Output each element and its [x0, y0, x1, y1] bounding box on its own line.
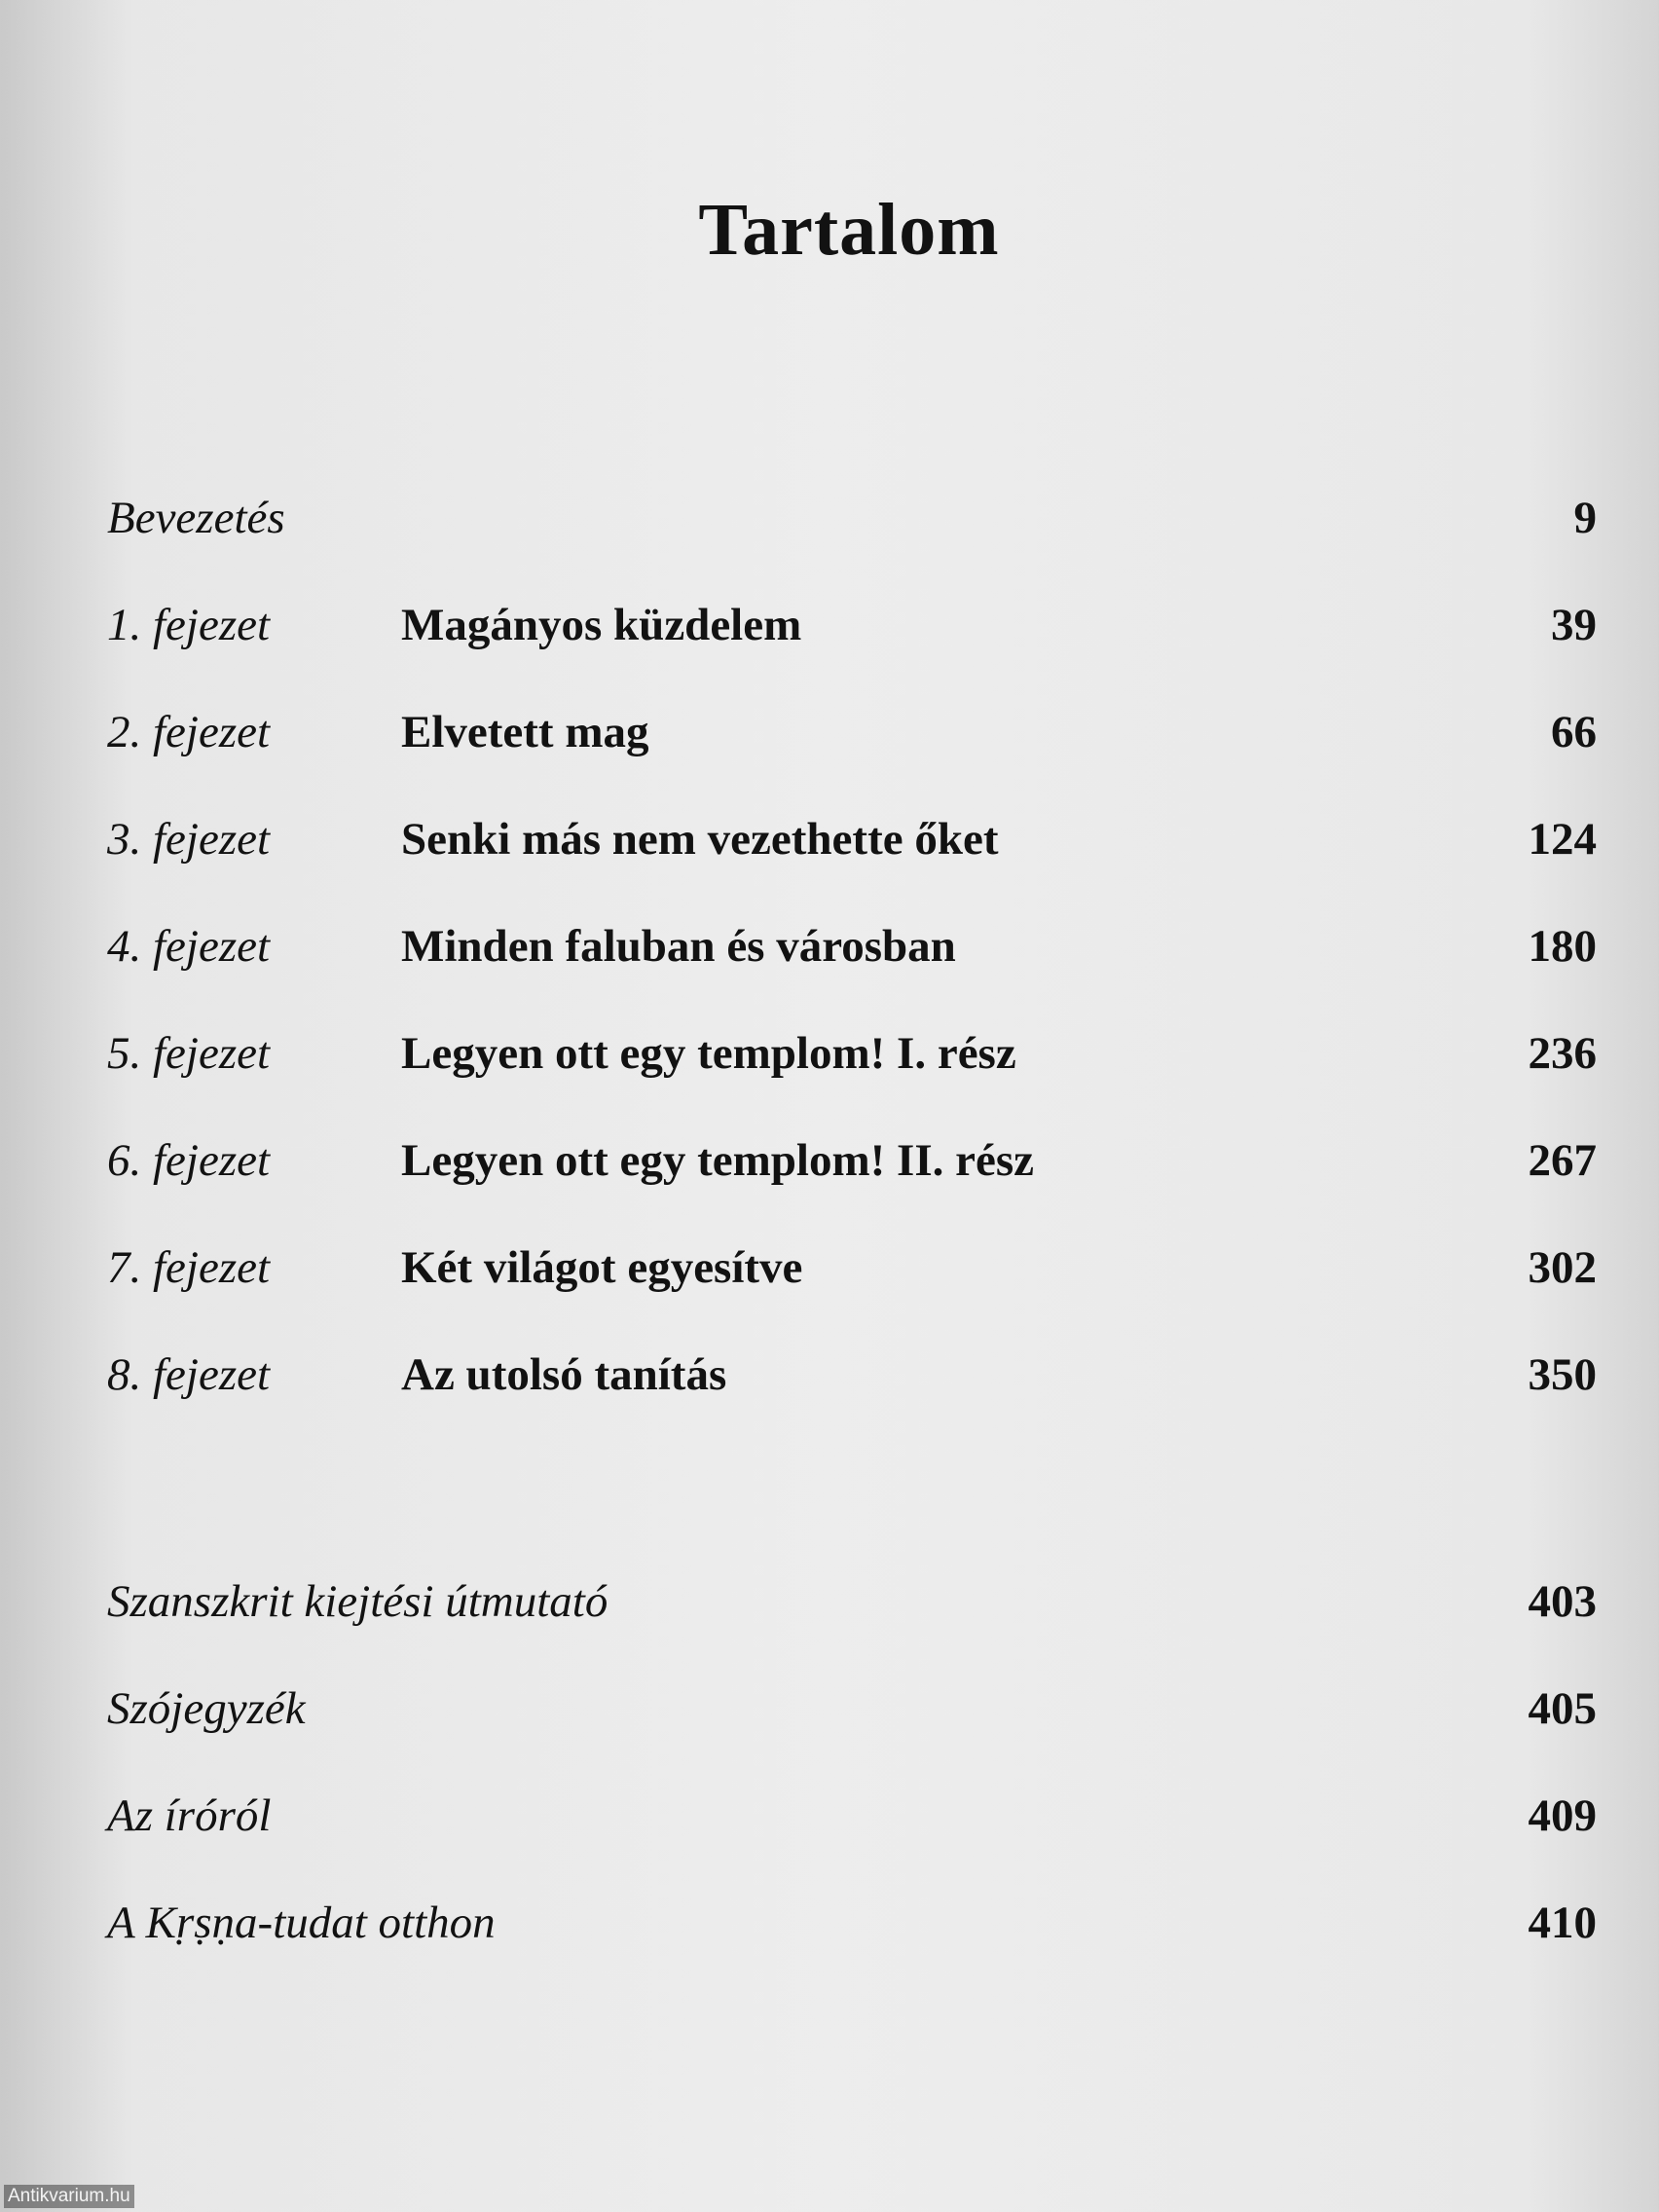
- toc-page-number: 236: [1528, 1028, 1597, 1079]
- toc-page-number: 9: [1573, 493, 1597, 543]
- chapter-title: Legyen ott egy templom! I. rész: [401, 1028, 1016, 1079]
- toc-page-number: 66: [1551, 707, 1597, 757]
- toc-entry-intro: [107, 484, 1597, 552]
- toc-chapter-2: [107, 698, 1597, 766]
- chapter-label: 4. fejezet: [107, 921, 271, 972]
- toc-appendix-krishna-home: [107, 1889, 1597, 1957]
- toc-chapter-4: [107, 912, 1597, 980]
- chapter-title: Legyen ott egy templom! II. rész: [401, 1135, 1034, 1186]
- chapter-label: 6. fejezet: [107, 1135, 271, 1186]
- toc-chapter-6: [107, 1126, 1597, 1195]
- toc-entry-label: Bevezetés: [107, 493, 285, 543]
- chapter-label: 1. fejezet: [107, 600, 271, 650]
- toc-chapter-5: [107, 1019, 1597, 1088]
- toc-page-number: 302: [1528, 1242, 1597, 1293]
- toc-appendix-pronunciation: [107, 1567, 1597, 1636]
- chapter-label: 2. fejezet: [107, 707, 271, 757]
- chapter-title: Két világot egyesítve: [401, 1242, 803, 1293]
- toc-page-number: 180: [1528, 921, 1597, 972]
- toc-page-number: 39: [1551, 600, 1597, 650]
- appendix-label: Az íróról: [107, 1790, 272, 1841]
- toc-page-number: 403: [1528, 1576, 1597, 1627]
- chapter-label: 7. fejezet: [107, 1242, 271, 1293]
- toc-page-number: 409: [1528, 1790, 1597, 1841]
- chapter-title: Az utolsó tanítás: [401, 1349, 727, 1400]
- toc-page-number: 350: [1528, 1349, 1597, 1400]
- toc-page-number: 124: [1528, 814, 1597, 865]
- appendix-label: Szanszkrit kiejtési útmutató: [107, 1576, 608, 1627]
- chapter-label: 8. fejezet: [107, 1349, 271, 1400]
- watermark-label: Antikvarium.hu: [4, 2185, 134, 2208]
- toc-appendix-glossary: [107, 1675, 1597, 1743]
- appendix-label: A Kṛṣṇa-tudat otthon: [107, 1898, 496, 1948]
- toc-chapter-1: [107, 591, 1597, 659]
- toc-page-number: 405: [1528, 1683, 1597, 1734]
- toc-chapter-3: [107, 805, 1597, 873]
- chapter-title: Magányos küzdelem: [401, 600, 802, 650]
- page-title: Tartalom: [698, 189, 1000, 271]
- toc-appendix-author: [107, 1782, 1597, 1850]
- chapter-title: Minden faluban és városban: [401, 921, 956, 972]
- toc-page-number: 267: [1528, 1135, 1597, 1186]
- chapter-title: Elvetett mag: [401, 707, 649, 757]
- toc-chapter-8: [107, 1341, 1597, 1409]
- chapter-title: Senki más nem vezethette őket: [401, 814, 999, 865]
- chapter-label: 3. fejezet: [107, 814, 271, 865]
- appendix-label: Szójegyzék: [107, 1683, 306, 1734]
- chapter-label: 5. fejezet: [107, 1028, 271, 1079]
- toc-page-number: 410: [1528, 1898, 1597, 1948]
- toc-chapter-7: [107, 1234, 1597, 1302]
